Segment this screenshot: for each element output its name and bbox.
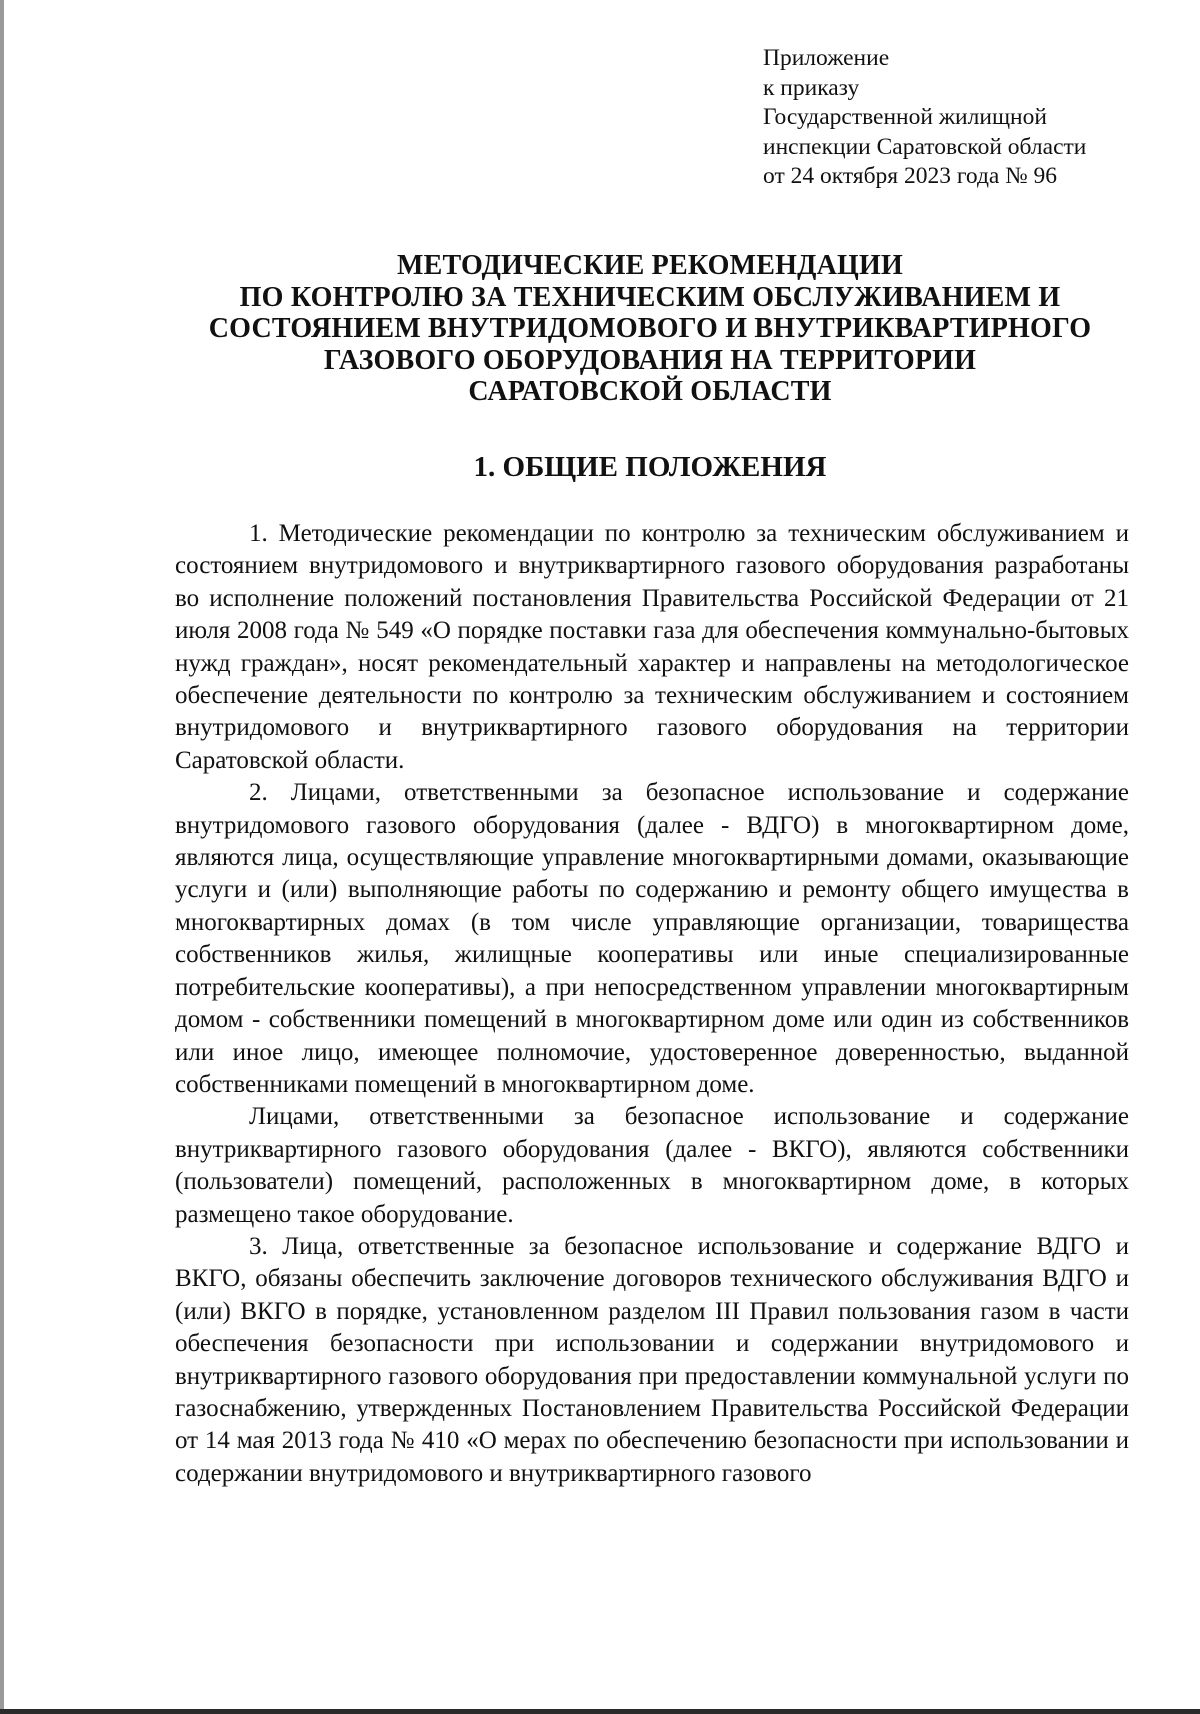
scan-left-edge: [0, 0, 4, 1714]
appendix-line: инспекции Саратовской области: [763, 133, 1087, 160]
title-line: СОСТОЯНИЕМ ВНУТРИДОМОВОГО И ВНУТРИКВАРТИРНОГО: [208, 313, 1092, 344]
document-title: [130, 250, 1170, 408]
title-line: МЕТОДИЧЕСКИЕ РЕКОМЕНДАЦИИ: [397, 250, 903, 281]
paragraph-1: 1. Методические рекомендации по контролю за техническим обслуживанием и состоянием внутридомового и внутриквартирного газового оборудования разработаны во исполнение положений постановления Правительства Российской Федерации от 21 июля 2008 года № 549 «О порядке поставки газа для обеспечения коммунально-бытовых нужд граждан», носят рекомендательный характер и направлены на методологическое обеспечение деятельности по контролю за техническим обслуживанием и состоянием внутридомового и внутриквартирного газового оборудования на территории Саратовской области.: [175, 520, 1129, 774]
document-body: [175, 518, 1129, 1490]
appendix-line: Приложение: [763, 45, 890, 71]
paragraph-2: 2. Лицами, ответственными за безопасное использование и содержание внутридомового газового оборудования (далее - ВДГО) в многоквартирном доме, являются лица, осуществляющие управление многоквартирными домами, оказывающие услуги и (или) выполняющие работы по содержанию и ремонту общего имущества в многоквартирных домах (в том числе управляющие организации, товарищества собственников жилья, жилищные кооперативы или иные специализированные потребительские кооперативы), а при непосредственном управлении многоквартирным домом - собственники помещений в многоквартирном доме или один из собственников или иное лицо, имеющее полномочие, удостоверенное доверенностью, выданной собственниками помещений в многоквартирном доме.: [175, 779, 1129, 1098]
scan-bottom-edge: [0, 1709, 1200, 1714]
appendix-header: [763, 44, 1183, 192]
appendix-line: от 24 октября 2023 года № 96: [763, 163, 1058, 189]
appendix-line: к приказу: [763, 74, 860, 101]
section-heading: 1. ОБЩИЕ ПОЛОЖЕНИЯ: [473, 451, 827, 483]
title-line: ПО КОНТРОЛЮ ЗА ТЕХНИЧЕСКИМ ОБСЛУЖИВАНИЕМ И: [239, 281, 1061, 313]
paragraph-3: 3. Лица, ответственные за безопасное использование и содержание ВДГО и ВКГО, обязаны обеспечить заключение договоров технического обслуживания ВДГО и (или) ВКГО в порядке, установленном разделом III Правил пользования газом в части обеспечения безопасности при использовании и содержании внутридомового и внутриквартирного газового оборудования при предоставлении коммунальной услуги по газоснабжению, утвержденных Постановлением Правительства Российской Федерации от 14 мая 2013 года № 410 «О мерах по обеспечению безопасности при использовании и содержании внутридомового и внутриквартирного газового: [175, 1232, 1129, 1487]
paragraph-2-continued: Лицами, ответственными за безопасное использование и содержание внутриквартирного газового оборудования (далее - ВКГО), являются собственники (пользователи) помещений, расположенных в многоквартирном доме, в которых размещено такое оборудование.: [175, 1103, 1129, 1228]
title-line: САРАТОВСКОЙ ОБЛАСТИ: [468, 376, 832, 407]
appendix-line: Государственной жилищной: [763, 104, 1047, 130]
title-line: ГАЗОВОГО ОБОРУДОВАНИЯ НА ТЕРРИТОРИИ: [323, 344, 977, 376]
